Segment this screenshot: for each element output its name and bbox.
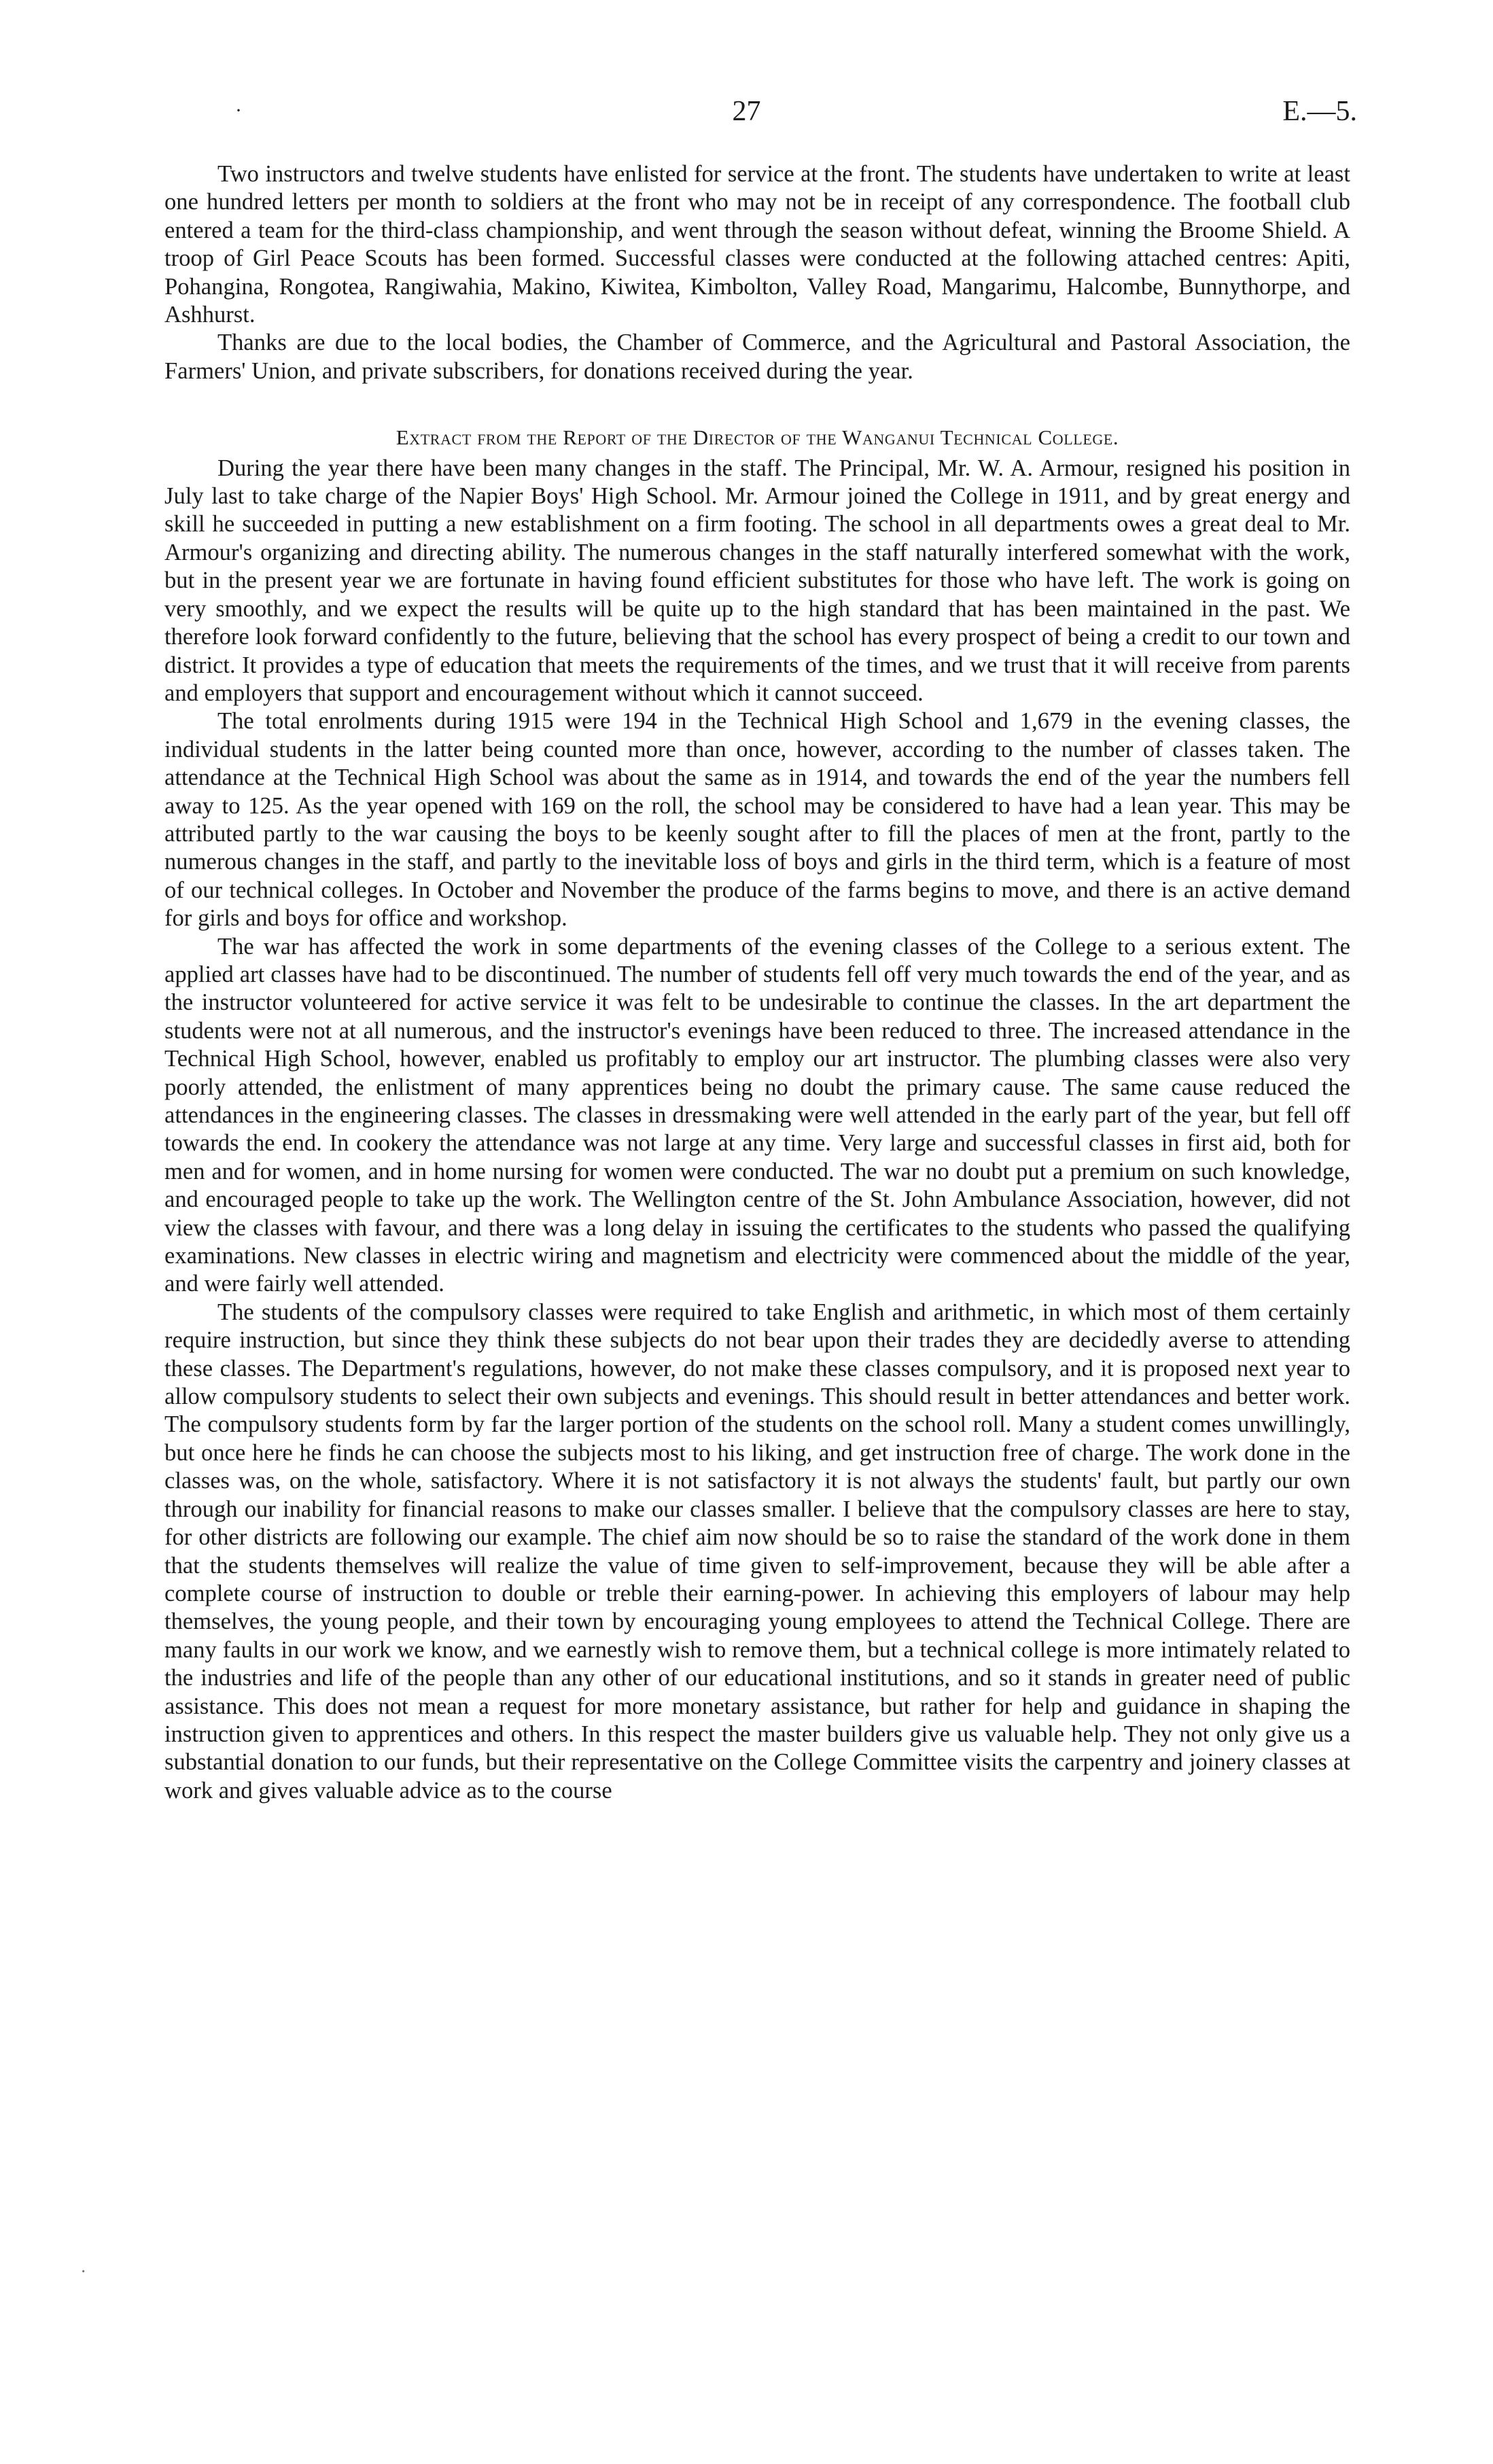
- paragraph-staff-changes: During the year there have been many changes in the staff. The Principal, Mr. W. A. Armour, resigned his position in July last to take charge of the Napier Boys' High School. Mr. Armour joined the College in 1911, and by great energy and skill he succeeded in putting a new establishment on a firm footing. The school in all departments owes a great deal to Mr. Armour's organizing and directing ability. The numerous changes in the staff naturally interfered somewhat with the work, but in the present year we are fortunate in having found efficient substitutes for those who have left. The work is going on very smoothly, and we expect the results will be quite up to the high standard that has been maintained in the past. We therefore look forward confidently to the future, believing that the school has every prospect of being a credit to our town and district. It provides a type of education that meets the requirements of the times, and we trust that it will receive from parents and employers that support and encouragement without which it cannot succeed.: [164, 455, 1350, 706]
- series-reference: E.—5.: [1282, 96, 1357, 127]
- body-text: [164, 160, 1350, 1805]
- paragraph-enrolments: The total enrolments during 1915 were 194 in the Technical High School and 1,679 in the evening classes, the individual students in the latter being counted more than once, however, according to the number of classes taken. The attendance at the Technical High School was about the same as in 1914, and towards the end of the year the numbers fell away to 125. As the year opened with 169 on the roll, the school may be considered to have had a lean year. This may be attributed partly to the war causing the boys to be keenly sought after to fill the places of men at the front, partly to the numerous changes in the staff, and partly to the inevitable loss of boys and girls in the third term, which is a feature of most of our technical colleges. In October and November the produce of the farms begins to move, and there is an active demand for girls and boys for office and workshop.: [164, 708, 1350, 932]
- paragraph-compulsory-classes: The students of the compulsory classes were required to take English and arithmetic, in which most of them certainly require instruction, but since they think these subjects do not bear upon their trades they are decidedly averse to attending these classes. The Department's regulations, however, do not make these classes compulsory, and it is proposed next year to allow compulsory students to select their own subjects and evenings. This should result in better attendances and better work. The compulsory students form by far the larger portion of the students on the school roll. Many a student comes unwillingly, but once here he finds he can choose the subjects most to his liking, and get instruction free of charge. The work done in the classes was, on the whole, satisfactory. Where it is not satisfactory it is not always the students' fault, but partly our own through our inability for financial reasons to make our classes smaller. I believe that the compulsory classes are here to stay, for other districts are following our example. The chief aim now should be so to raise the standard of the work done in them that the students themselves will realize the value of time given to self-improvement, because they will be able after a complete course of instruction to double or treble their earning-power. In achieving this employers of labour may help themselves, the young people, and their town by encouraging young employees to attend the Technical College. There are many faults in our work we know, and we earnestly wish to remove them, but a technical college is more intimately related to the industries and life of the people than any other of our educational institutions, and so it stands in greater need of public assistance. This does not mean a request for more monetary assistance, but rather for help and guidance in shaping the instruction given to apprentices and others. In this respect the master builders give us valuable help. They not only give us a substantial donation to our funds, but their representative on the College Committee visits the carpentry and joinery classes at work and gives valuable advice as to the course: [164, 1299, 1350, 1803]
- header-dot: ·: [235, 99, 242, 122]
- paragraph-enlistment: Two instructors and twelve students have enlisted for service at the front. The students have undertaken to write at least one hundred letters per month to soldiers at the front who may not be in receipt of any correspondence. The football club entered a team for the third-class championship, and went through the season without defeat, winning the Broome Shield. A troop of Girl Peace Scouts has been formed. Successful classes were conducted at the following attached centres: Apiti, Pohangina, Rongotea, Rangiwahia, Makino, Kiwitea, Kimbolton, Valley Road, Mangarimu, Halcombe, Bunnythorpe, and Ashhurst.: [164, 161, 1350, 328]
- page-number: 27: [732, 96, 761, 127]
- paragraph-thanks: Thanks are due to the local bodies, the Chamber of Commerce, and the Agricultural and Pastoral Association, the Farmers' Union, and private subscribers, for donations received during the year.: [164, 330, 1350, 384]
- margin-mark: ·: [80, 2261, 87, 2283]
- paragraph-war-effects: The war has affected the work in some departments of the evening classes of the College to a serious extent. The applied art classes have had to be discontinued. The number of students fell off very much towards the end of the year, and as the instructor volunteered for active service it was felt to be undesirable to continue the classes. In the art department the students were not at all numerous, and the instructor's evenings have been reduced to three. The increased attendance in the Technical High School, however, enabled us profitably to employ our art instructor. The plumbing classes were also very poorly attended, the enlistment of many apprentices being no doubt the primary cause. The same cause reduced the attendances in the engineering classes. The classes in dressmaking were well attended in the early part of the year, but fell off towards the end. In cookery the attendance was not large at any time. Very large and successful classes in first aid, both for men and for women, and in home nursing for women were conducted. The war no doubt put a premium on such knowledge, and encouraged people to take up the work. The Wellington centre of the St. John Ambulance Association, however, did not view the classes with favour, and there was a long delay in issuing the certificates to the students who passed the qualifying examinations. New classes in electric wiring and magnetism and electricity were commenced about the middle of the year, and were fairly well attended.: [164, 933, 1350, 1297]
- page-header: [0, 95, 1493, 136]
- section-heading: Extract from the Report of the Director of the Wanganui Technical College.: [396, 425, 1119, 450]
